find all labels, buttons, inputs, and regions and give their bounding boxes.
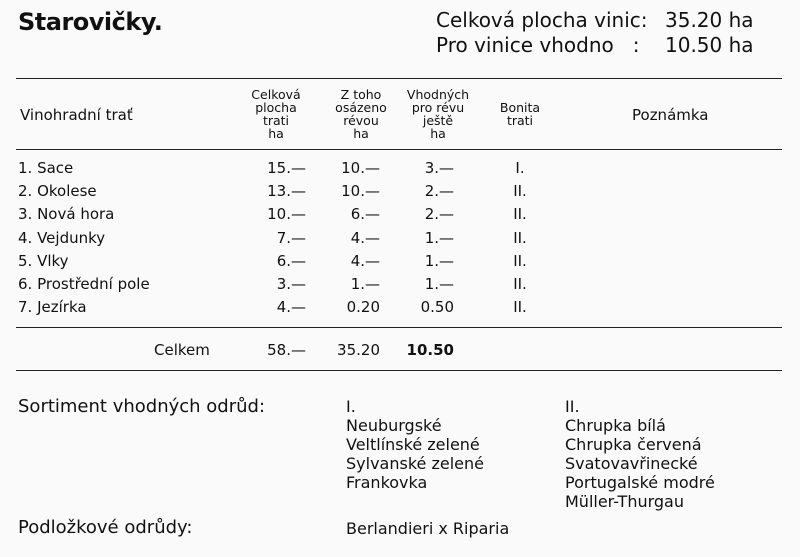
row-rating: II. xyxy=(513,298,527,316)
suitable-area-label: Pro vinice vhodno : xyxy=(436,33,640,57)
variety-item: Müller-Thurgau xyxy=(565,492,684,511)
variety-item: Neuburgské xyxy=(346,416,442,435)
row-suitable: 1.— xyxy=(424,275,454,293)
variety-item: Svatovavřinecké xyxy=(565,454,698,473)
variety-item: Sylvanské zelené xyxy=(346,454,484,473)
total-area-label: Celková plocha vinic: xyxy=(436,8,648,32)
total-area-row xyxy=(436,8,754,33)
row-vineyard-name: 4. Vejdunky xyxy=(18,229,106,247)
row-total-area: 3.— xyxy=(276,275,306,293)
row-total-area: 6.— xyxy=(276,252,306,270)
row-vineyard-name: 7. Jezírka xyxy=(18,298,87,316)
row-suitable: 1.— xyxy=(424,229,454,247)
row-rating: II. xyxy=(513,252,527,270)
row-vineyard-name: 2. Okolese xyxy=(18,182,97,200)
row-suitable: 2.— xyxy=(424,182,454,200)
totals-planted: 35.20 xyxy=(337,341,380,359)
row-rating: II. xyxy=(513,229,527,247)
variety-group-2 xyxy=(565,397,715,511)
row-planted: 0.20 xyxy=(346,298,380,316)
table-bottom-rule xyxy=(16,370,782,371)
row-rating: II. xyxy=(513,275,527,293)
variety-item: Portugalské modré xyxy=(565,473,715,492)
row-vineyard-name: 3. Nová hora xyxy=(18,205,115,223)
header-planted: Z toho osázeno révou ha xyxy=(335,87,387,141)
header-bottom-rule xyxy=(16,149,782,150)
variety-item: Veltlínské zelené xyxy=(346,435,480,454)
header-note: Poznámka xyxy=(632,106,709,124)
row-total-area: 13.— xyxy=(267,182,306,200)
header-rating: Bonita trati xyxy=(499,100,541,128)
area-summary xyxy=(436,8,754,58)
variety-group-1 xyxy=(346,397,484,492)
row-rating: I. xyxy=(515,159,525,177)
totals-total-area: 58.— xyxy=(267,341,306,359)
rootstock-label: Podložkové odrůdy: xyxy=(18,517,193,538)
row-total-area: 15.— xyxy=(267,159,306,177)
variety-item: Frankovka xyxy=(346,473,428,492)
row-rating: II. xyxy=(513,182,527,200)
variety-item: Chrupka bílá xyxy=(565,416,666,435)
row-planted: 4.— xyxy=(350,252,380,270)
header-suitable: Vhodných pro révu ještě ha xyxy=(406,87,470,141)
row-vineyard-name: 5. Vlky xyxy=(18,252,69,270)
row-planted: 6.— xyxy=(350,205,380,223)
varieties-label: Sortiment vhodných odrůd: xyxy=(18,396,266,417)
row-suitable: 1.— xyxy=(424,252,454,270)
variety-group-2-heading: II. xyxy=(565,397,580,416)
suitable-area-value: 10.50 ha xyxy=(665,33,754,57)
row-suitable: 2.— xyxy=(424,205,454,223)
rootstock-value: Berlandieri x Riparia xyxy=(346,519,510,538)
totals-suitable: 10.50 xyxy=(406,341,454,359)
row-planted: 10.— xyxy=(341,159,380,177)
header-vineyard: Vinohradní trať xyxy=(20,106,133,124)
row-vineyard-name: 6. Prostřední pole xyxy=(18,275,150,293)
row-total-area: 4.— xyxy=(276,298,306,316)
variety-item: Chrupka červená xyxy=(565,435,702,454)
suitable-area-row xyxy=(436,33,754,58)
page-title: Starovičky. xyxy=(18,8,163,36)
totals-label: Celkem xyxy=(154,341,210,359)
row-vineyard-name: 1. Sace xyxy=(18,159,74,177)
row-rating: II. xyxy=(513,205,527,223)
header-total-area: Celková plocha trati ha xyxy=(251,87,301,141)
totals-top-rule xyxy=(16,327,782,328)
row-planted: 10.— xyxy=(341,182,380,200)
row-total-area: 7.— xyxy=(276,229,306,247)
total-area-value: 35.20 ha xyxy=(665,8,754,32)
table-top-rule xyxy=(16,78,782,79)
row-suitable: 0.50 xyxy=(420,298,454,316)
row-suitable: 3.— xyxy=(424,159,454,177)
row-planted: 4.— xyxy=(350,229,380,247)
row-total-area: 10.— xyxy=(267,205,306,223)
row-planted: 1.— xyxy=(350,275,380,293)
variety-group-1-heading: I. xyxy=(346,397,356,416)
